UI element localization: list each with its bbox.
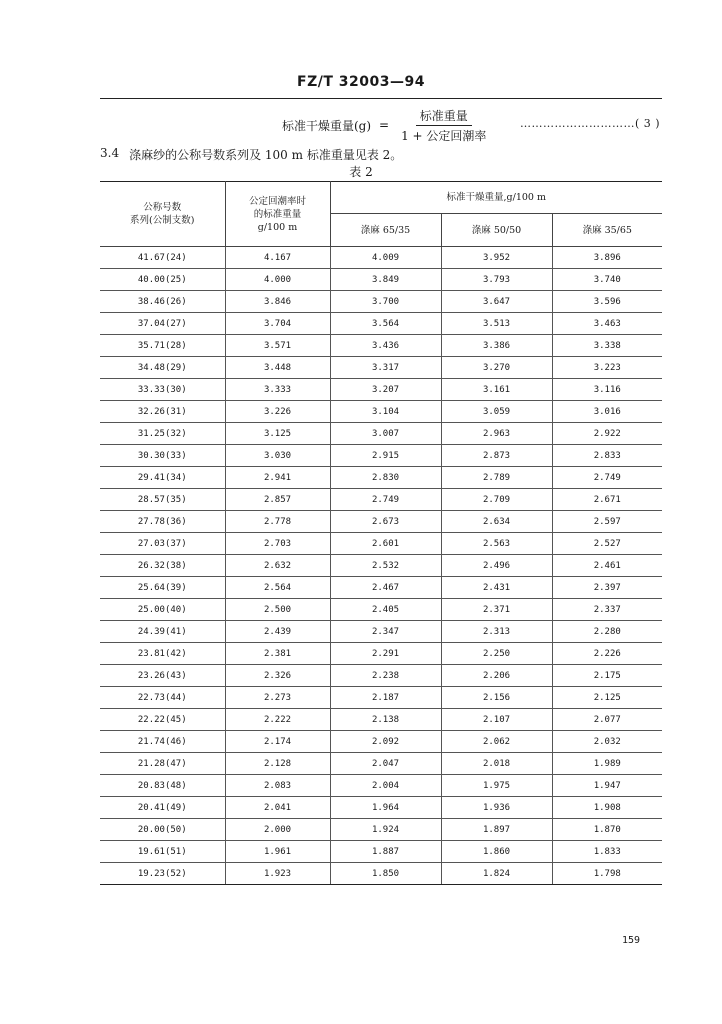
table-row (100, 577, 662, 599)
dry-weight-35-65-cell: 2.461 (552, 555, 662, 577)
standard-weight-cell: 2.174 (225, 731, 330, 753)
dry-weight-65-35-cell: 3.849 (330, 269, 441, 291)
dry-weight-35-65-cell: 2.226 (552, 643, 662, 665)
nominal-count-cell: 37.04(27) (100, 313, 225, 335)
standard-weight-table (100, 181, 662, 885)
standard-weight-cell: 2.128 (225, 753, 330, 775)
dry-weight-65-35-cell: 2.601 (330, 533, 441, 555)
table-row (100, 269, 662, 291)
dry-weight-65-35-cell: 1.964 (330, 797, 441, 819)
dry-weight-50-50-cell: 2.062 (441, 731, 552, 753)
dry-weight-65-35-cell: 1.924 (330, 819, 441, 841)
dry-weight-65-35-cell: 2.830 (330, 467, 441, 489)
dry-weight-50-50-cell: 2.789 (441, 467, 552, 489)
table-row (100, 401, 662, 423)
dry-weight-50-50-cell: 2.963 (441, 423, 552, 445)
table-row (100, 379, 662, 401)
dry-weight-65-35-cell: 2.291 (330, 643, 441, 665)
header-dry-weight-group: 标准干燥重量,g/100 m (330, 182, 662, 214)
table-row (100, 599, 662, 621)
dry-weight-35-65-cell: 2.597 (552, 511, 662, 533)
standard-weight-cell: 2.857 (225, 489, 330, 511)
section-number: 3.4 (100, 146, 120, 160)
table-row (100, 291, 662, 313)
standard-weight-cell: 2.326 (225, 665, 330, 687)
standard-weight-cell: 2.083 (225, 775, 330, 797)
standard-weight-cell: 2.941 (225, 467, 330, 489)
nominal-count-cell: 27.78(36) (100, 511, 225, 533)
table-row (100, 797, 662, 819)
dry-weight-50-50-cell: 3.513 (441, 313, 552, 335)
dry-weight-50-50-cell: 2.634 (441, 511, 552, 533)
dry-weight-50-50-cell: 2.371 (441, 599, 552, 621)
table-row (100, 621, 662, 643)
dry-weight-35-65-cell: 2.527 (552, 533, 662, 555)
nominal-count-cell: 38.46(26) (100, 291, 225, 313)
formula-number (520, 117, 662, 130)
dry-weight-50-50-cell: 2.873 (441, 445, 552, 467)
dry-weight-65-35-cell: 1.850 (330, 863, 441, 885)
dry-weight-50-50-cell: 1.860 (441, 841, 552, 863)
dry-weight-35-65-cell: 2.175 (552, 665, 662, 687)
standard-weight-cell: 1.923 (225, 863, 330, 885)
dry-weight-50-50-cell: 2.313 (441, 621, 552, 643)
nominal-count-cell: 31.25(32) (100, 423, 225, 445)
dry-weight-50-50-cell: 1.824 (441, 863, 552, 885)
standard-weight-cell: 2.222 (225, 709, 330, 731)
dry-weight-35-65-cell: 3.740 (552, 269, 662, 291)
dry-weight-65-35-cell: 3.700 (330, 291, 441, 313)
table-row (100, 511, 662, 533)
table-row (100, 533, 662, 555)
dry-weight-35-65-cell: 3.896 (552, 247, 662, 269)
dry-weight-65-35-cell: 3.007 (330, 423, 441, 445)
standard-weight-cell: 3.125 (225, 423, 330, 445)
standard-weight-cell: 2.703 (225, 533, 330, 555)
table-row (100, 555, 662, 577)
standard-weight-cell: 3.571 (225, 335, 330, 357)
table-caption: 表 2 (349, 165, 373, 179)
dry-weight-65-35-cell: 3.564 (330, 313, 441, 335)
table-row (100, 445, 662, 467)
dry-weight-50-50-cell: 2.563 (441, 533, 552, 555)
dry-weight-65-35-cell: 2.092 (330, 731, 441, 753)
header-divider (100, 98, 662, 99)
table-row (100, 247, 662, 269)
dry-weight-50-50-cell: 2.018 (441, 753, 552, 775)
dry-weight-50-50-cell: 1.975 (441, 775, 552, 797)
dry-weight-35-65-cell: 2.397 (552, 577, 662, 599)
table-row (100, 313, 662, 335)
dry-weight-35-65-cell: 3.116 (552, 379, 662, 401)
nominal-count-cell: 21.74(46) (100, 731, 225, 753)
nominal-count-cell: 21.28(47) (100, 753, 225, 775)
dry-weight-50-50-cell: 1.897 (441, 819, 552, 841)
dry-weight-35-65-cell: 1.989 (552, 753, 662, 775)
dry-weight-65-35-cell: 2.347 (330, 621, 441, 643)
standard-weight-cell: 4.167 (225, 247, 330, 269)
dry-weight-50-50-cell: 3.793 (441, 269, 552, 291)
table-row (100, 467, 662, 489)
table-row (100, 775, 662, 797)
table-row (100, 863, 662, 885)
nominal-count-cell: 22.73(44) (100, 687, 225, 709)
standard-code-header: FZ/T 32003—94 (297, 74, 425, 90)
dry-weight-50-50-cell: 3.952 (441, 247, 552, 269)
standard-weight-cell: 2.041 (225, 797, 330, 819)
table-row (100, 335, 662, 357)
nominal-count-cell: 34.48(29) (100, 357, 225, 379)
nominal-count-cell: 23.81(42) (100, 643, 225, 665)
table-row (100, 665, 662, 687)
nominal-count-cell: 28.57(35) (100, 489, 225, 511)
dry-weight-35-65-cell: 3.596 (552, 291, 662, 313)
table-row (100, 709, 662, 731)
table-row (100, 731, 662, 753)
dry-weight-65-35-cell: 2.915 (330, 445, 441, 467)
dry-weight-35-65-cell: 2.125 (552, 687, 662, 709)
formula-lhs: 标准干燥重量(g) (282, 118, 372, 133)
nominal-count-cell: 26.32(38) (100, 555, 225, 577)
nominal-count-cell: 32.26(31) (100, 401, 225, 423)
standard-weight-cell: 3.448 (225, 357, 330, 379)
dry-weight-65-35-cell: 2.047 (330, 753, 441, 775)
standard-weight-cell: 3.226 (225, 401, 330, 423)
page-number: 159 (622, 935, 641, 946)
standard-weight-cell: 1.961 (225, 841, 330, 863)
dry-weight-65-35-cell: 2.532 (330, 555, 441, 577)
nominal-count-cell: 33.33(30) (100, 379, 225, 401)
dry-weight-65-35-cell: 2.138 (330, 709, 441, 731)
standard-weight-cell: 2.000 (225, 819, 330, 841)
dry-weight-50-50-cell: 2.250 (441, 643, 552, 665)
nominal-count-cell: 35.71(28) (100, 335, 225, 357)
dry-weight-50-50-cell: 2.431 (441, 577, 552, 599)
dry-weight-65-35-cell: 1.887 (330, 841, 441, 863)
nominal-count-cell: 40.00(25) (100, 269, 225, 291)
table-row (100, 489, 662, 511)
standard-weight-cell: 2.778 (225, 511, 330, 533)
dry-weight-65-35-cell: 3.436 (330, 335, 441, 357)
nominal-count-cell: 23.26(43) (100, 665, 225, 687)
nominal-count-cell: 19.61(51) (100, 841, 225, 863)
dry-weight-50-50-cell: 2.206 (441, 665, 552, 687)
dry-weight-35-65-cell: 2.922 (552, 423, 662, 445)
standard-weight-cell: 2.632 (225, 555, 330, 577)
dry-weight-65-35-cell: 3.317 (330, 357, 441, 379)
nominal-count-cell: 41.67(24) (100, 247, 225, 269)
dry-weight-50-50-cell: 2.496 (441, 555, 552, 577)
dry-weight-35-65-cell: 3.463 (552, 313, 662, 335)
dry-weight-35-65-cell: 2.749 (552, 467, 662, 489)
dry-weight-35-65-cell: 2.833 (552, 445, 662, 467)
formula-dot-leader: ………………………… (520, 117, 635, 130)
standard-weight-cell: 3.704 (225, 313, 330, 335)
standard-weight-cell: 4.000 (225, 269, 330, 291)
dry-weight-35-65-cell: 1.833 (552, 841, 662, 863)
formula (282, 108, 490, 143)
dry-weight-50-50-cell: 2.107 (441, 709, 552, 731)
dry-weight-35-65-cell: 3.016 (552, 401, 662, 423)
header-standard-weight: 公定回潮率时 的标准重量 g/100 m (225, 182, 330, 247)
standard-weight-cell: 3.846 (225, 291, 330, 313)
dry-weight-65-35-cell: 2.238 (330, 665, 441, 687)
nominal-count-cell: 20.83(48) (100, 775, 225, 797)
dry-weight-35-65-cell: 1.947 (552, 775, 662, 797)
nominal-count-cell: 25.00(40) (100, 599, 225, 621)
table-row (100, 357, 662, 379)
dry-weight-50-50-cell: 3.270 (441, 357, 552, 379)
dry-weight-35-65-cell: 3.223 (552, 357, 662, 379)
standard-weight-cell: 2.381 (225, 643, 330, 665)
dry-weight-35-65-cell: 1.908 (552, 797, 662, 819)
nominal-count-cell: 20.41(49) (100, 797, 225, 819)
dry-weight-35-65-cell: 2.337 (552, 599, 662, 621)
dry-weight-50-50-cell: 2.156 (441, 687, 552, 709)
dry-weight-50-50-cell: 3.647 (441, 291, 552, 313)
header-blend-65-35: 涤麻 65/35 (330, 214, 441, 247)
dry-weight-65-35-cell: 4.009 (330, 247, 441, 269)
dry-weight-35-65-cell: 2.032 (552, 731, 662, 753)
dry-weight-65-35-cell: 2.467 (330, 577, 441, 599)
nominal-count-cell: 24.39(41) (100, 621, 225, 643)
dry-weight-50-50-cell: 3.059 (441, 401, 552, 423)
section-3-4 (100, 146, 402, 163)
standard-weight-cell: 3.333 (225, 379, 330, 401)
formula-equals: = (379, 118, 390, 132)
formula-fraction (397, 107, 490, 144)
standard-weight-cell: 3.030 (225, 445, 330, 467)
nominal-count-cell: 30.30(33) (100, 445, 225, 467)
standard-weight-cell: 2.564 (225, 577, 330, 599)
nominal-count-cell: 29.41(34) (100, 467, 225, 489)
formula-numerator: 标准重量 (416, 107, 472, 126)
nominal-count-cell: 19.23(52) (100, 863, 225, 885)
dry-weight-65-35-cell: 2.673 (330, 511, 441, 533)
dry-weight-50-50-cell: 2.709 (441, 489, 552, 511)
formula-denominator: 1 + 公定回潮率 (401, 128, 487, 143)
table-row (100, 423, 662, 445)
dry-weight-35-65-cell: 2.671 (552, 489, 662, 511)
dry-weight-35-65-cell: 1.798 (552, 863, 662, 885)
dry-weight-50-50-cell: 1.936 (441, 797, 552, 819)
dry-weight-65-35-cell: 2.004 (330, 775, 441, 797)
dry-weight-50-50-cell: 3.386 (441, 335, 552, 357)
standard-weight-cell: 2.439 (225, 621, 330, 643)
dry-weight-65-35-cell: 2.187 (330, 687, 441, 709)
dry-weight-35-65-cell: 1.870 (552, 819, 662, 841)
formula-equation-number: ( 3 ) (635, 117, 661, 130)
nominal-count-cell: 27.03(37) (100, 533, 225, 555)
dry-weight-35-65-cell: 2.077 (552, 709, 662, 731)
header-blend-35-65: 涤麻 35/65 (552, 214, 662, 247)
table-row (100, 687, 662, 709)
header-nominal-count: 公称号数 系列(公制支数) (100, 182, 225, 247)
nominal-count-cell: 25.64(39) (100, 577, 225, 599)
standard-weight-cell: 2.500 (225, 599, 330, 621)
dry-weight-50-50-cell: 3.161 (441, 379, 552, 401)
table-row (100, 841, 662, 863)
table-row (100, 753, 662, 775)
nominal-count-cell: 22.22(45) (100, 709, 225, 731)
dry-weight-65-35-cell: 2.405 (330, 599, 441, 621)
header-blend-50-50: 涤麻 50/50 (441, 214, 552, 247)
nominal-count-cell: 20.00(50) (100, 819, 225, 841)
table-row (100, 819, 662, 841)
standard-weight-cell: 2.273 (225, 687, 330, 709)
dry-weight-65-35-cell: 3.104 (330, 401, 441, 423)
dry-weight-65-35-cell: 3.207 (330, 379, 441, 401)
dry-weight-35-65-cell: 3.338 (552, 335, 662, 357)
section-text: 涤麻纱的公称号数系列及 100 m 标准重量见表 2。 (129, 148, 403, 162)
dry-weight-35-65-cell: 2.280 (552, 621, 662, 643)
table-row (100, 643, 662, 665)
dry-weight-65-35-cell: 2.749 (330, 489, 441, 511)
